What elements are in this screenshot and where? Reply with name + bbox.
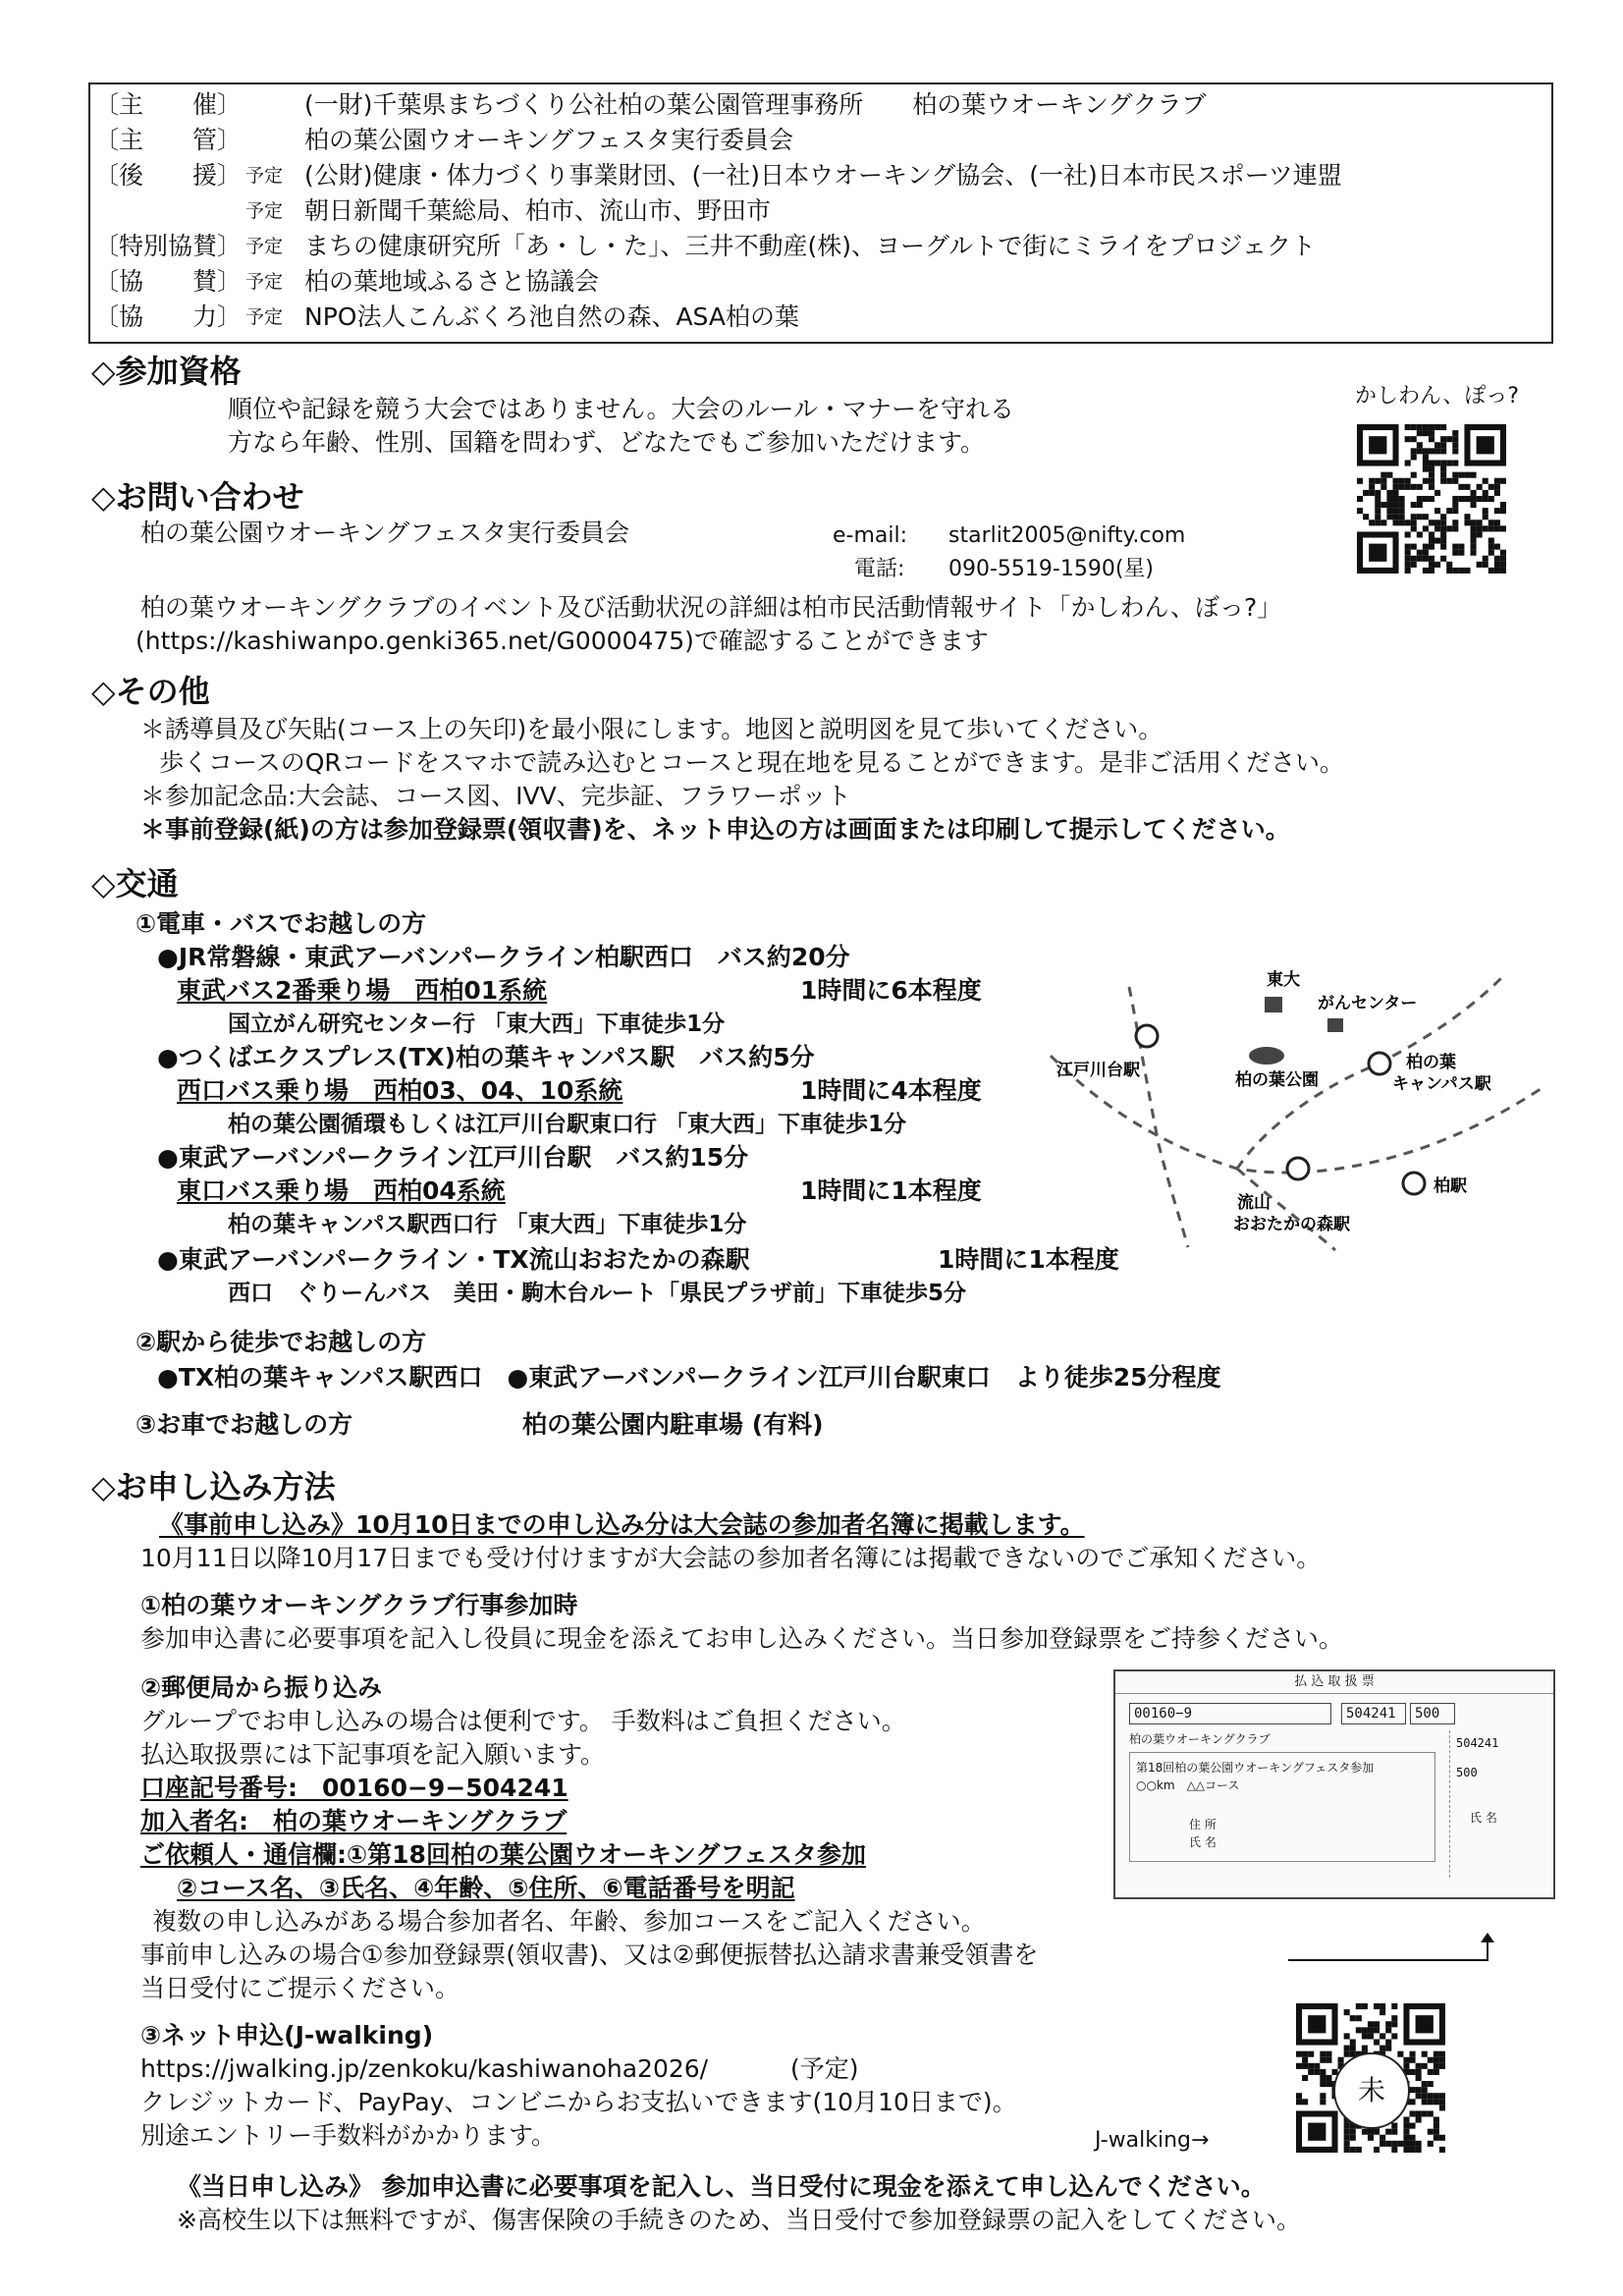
remarks-line2: ②コース名、③氏名、④年齢、⑤住所、⑥電話番号を明記 bbox=[177, 1874, 795, 1902]
slip-pointer-arrow bbox=[1286, 1931, 1502, 1970]
route2-line: ●つくばエクスプレス(TX)柏の葉キャンパス駅 バス約5分 bbox=[157, 1043, 815, 1071]
route1-frequency: 1時間に6本程度 bbox=[800, 976, 982, 1005]
contact-heading: ◇お問い合わせ bbox=[91, 478, 304, 516]
park-icon bbox=[1249, 1047, 1284, 1065]
jwalking-url[interactable]: https://jwalking.jp/zenkoku/kashiwanoha2026/ bbox=[140, 2054, 709, 2083]
sponsor-text: (一財)千葉県まちづくり公社柏の葉公園管理事務所 柏の葉ウオーキングクラブ bbox=[304, 90, 1207, 119]
sponsor-role: 〔主 催〕 bbox=[94, 90, 243, 119]
transport-heading: ◇交通 bbox=[91, 865, 179, 902]
eligibility-line2: 方なら年齢、性別、国籍を問わず、どなたでもご参加いただけます。 bbox=[228, 428, 986, 457]
apply-method2-title: ②郵便局から振り込み bbox=[140, 1673, 383, 1702]
apply-method2-g: 複数の申し込みがある場合参加者名、年齢、参加コースをご記入ください。 bbox=[152, 1907, 986, 1936]
sponsor-role: 〔特別協賛〕 bbox=[94, 232, 243, 260]
edogawadai-station-icon bbox=[1136, 1025, 1158, 1047]
sponsor-row bbox=[90, 302, 1551, 332]
slip-stub-amount: 500 bbox=[1456, 1766, 1478, 1779]
map-campus-1: 柏の葉 bbox=[1406, 1053, 1456, 1072]
map-nagareyama-1: 流山 bbox=[1237, 1193, 1271, 1213]
route4-frequency: 1時間に1本程度 bbox=[938, 1245, 1119, 1274]
car-parking: 柏の葉公園内駐車場 (有料) bbox=[522, 1410, 824, 1439]
route2-frequency: 1時間に4本程度 bbox=[800, 1076, 982, 1105]
sameday-line1: 《当日申し込み》 参加申込書に必要事項を記入し、当日受付に現金を添えて申し込んでください。 bbox=[177, 2172, 1266, 2201]
map-kashiwa: 柏駅 bbox=[1434, 1176, 1467, 1196]
apply-method2-a: グループでお申し込みの場合は便利です。 手数料はご負担ください。 bbox=[140, 1707, 906, 1735]
sponsor-note: 予定 bbox=[245, 271, 284, 293]
payment-slip-image bbox=[1113, 1669, 1555, 1899]
account-number: 口座記号番号: 00160−9−504241 bbox=[140, 1774, 568, 1802]
access-map bbox=[1041, 957, 1551, 1252]
email-label: e-mail: bbox=[833, 523, 908, 548]
sponsor-text: (公財)健康・体力づくり事業財団、(一社)日本ウオーキング協会、(一社)日本市民スポーツ連盟 bbox=[304, 161, 1342, 190]
sponsor-note: 予定 bbox=[245, 165, 284, 187]
slip-remarks-line1: 第18回柏の葉公園ウオーキングフェスタ参加 bbox=[1136, 1761, 1375, 1775]
contact-phone: 090-5519-1590(星) bbox=[948, 557, 1155, 581]
walk-routes: ●TX柏の葉キャンパス駅西口 ●東武アーバンパークライン江戸川台駅東口 より徒歩25分程度 bbox=[157, 1363, 1221, 1392]
sponsor-text: NPO法人こんぶくろ池自然の森、ASA柏の葉 bbox=[304, 302, 799, 331]
apply-pre: 《事前申し込み》10月10日までの申し込み分は大会誌の参加者名簿に掲載します。 bbox=[159, 1510, 1085, 1539]
kashiwa-station-icon bbox=[1403, 1173, 1425, 1194]
contact-org: 柏の葉公園ウオーキングフェスタ実行委員会 bbox=[140, 519, 630, 547]
map-todai: 東大 bbox=[1267, 970, 1300, 990]
nagareyama-station-icon bbox=[1287, 1158, 1309, 1179]
sponsor-role: 〔後 援〕 bbox=[94, 161, 243, 190]
jwalking-planned: (予定) bbox=[790, 2054, 859, 2083]
phone-label: 電話: bbox=[854, 557, 905, 581]
sponsor-note: 予定 bbox=[245, 200, 284, 222]
apply-method2-i: 当日受付にご提示ください。 bbox=[140, 1974, 460, 2002]
apply-late: 10月11日以降10月17日までも受け付けますが大会誌の参加者名簿には掲載できないのでご承知ください。 bbox=[140, 1544, 1322, 1572]
sponsor-note: 予定 bbox=[245, 236, 284, 257]
jwalking-label: J-walking→ bbox=[1095, 2128, 1210, 2153]
other-heading: ◇その他 bbox=[91, 673, 210, 710]
route1-stop: 国立がん研究センター行 「東大西」下車徒歩1分 bbox=[228, 1011, 726, 1037]
sponsor-text: 柏の葉地域ふるさと協議会 bbox=[304, 267, 600, 296]
sponsor-text: 柏の葉公園ウオーキングフェスタ実行委員会 bbox=[304, 126, 794, 154]
sponsor-box bbox=[88, 82, 1553, 344]
slip-stub-account: 504241 bbox=[1456, 1736, 1499, 1750]
qr-caption: かしわん、ぽっ? bbox=[1355, 384, 1519, 409]
sponsor-text: 朝日新聞千葉総局、柏市、流山市、野田市 bbox=[304, 196, 772, 225]
route3-line: ●東武アーバンパークライン江戸川台駅 バス約15分 bbox=[157, 1143, 749, 1172]
sponsor-role: 〔協 力〕 bbox=[94, 302, 243, 331]
route3-frequency: 1時間に1本程度 bbox=[800, 1176, 982, 1205]
route1-line: ●JR常磐線・東武アーバンパークライン柏駅西口 バス約20分 bbox=[157, 943, 850, 971]
sponsor-row bbox=[90, 126, 1551, 155]
sponsor-row bbox=[90, 196, 1551, 226]
remarks-line1: ご依頼人・通信欄:①第18回柏の葉公園ウオーキングフェスタ参加 bbox=[140, 1840, 866, 1869]
apply-method3-a: クレジットカード、PayPay、コンビニからお支払いできます(10月10日まで)。 bbox=[140, 2088, 1017, 2116]
map-edogawadai: 江戸川台駅 bbox=[1056, 1061, 1140, 1080]
map-nagareyama-2: おおたかの森駅 bbox=[1233, 1215, 1350, 1234]
eligibility-line1: 順位や記録を競う大会ではありません。大会のルール・マナーを守れる bbox=[228, 395, 1015, 423]
slip-payee: 柏の葉ウオーキングクラブ bbox=[1129, 1732, 1271, 1746]
slip-remarks-box bbox=[1129, 1752, 1435, 1862]
contact-info-line1: 柏の葉ウオーキングクラブのイベント及び活動状況の詳細は柏市民活動情報サイト「かしわん、ぼっ?」 bbox=[140, 593, 1282, 622]
other-line4: ＊事前登録(紙)の方は参加登録票(領収書)を、ネット申込の方は画面または印刷して提示してください。 bbox=[140, 815, 1290, 844]
map-cancer-center: がんセンター bbox=[1318, 994, 1418, 1013]
sponsor-role: 〔主 管〕 bbox=[94, 126, 243, 154]
contact-email[interactable]: starlit2005@nifty.com bbox=[948, 523, 1186, 548]
apply-method2-b: 払込取扱票には下記事項を記入願います。 bbox=[140, 1740, 606, 1769]
apply-method3-b: 別途エントリー手数料がかかります。 bbox=[140, 2121, 557, 2150]
kashiwanpo-qr-code[interactable] bbox=[1353, 424, 1510, 574]
todai-building-icon bbox=[1265, 997, 1282, 1012]
account-holder: 加入者名: 柏の葉ウオーキングクラブ bbox=[140, 1807, 568, 1835]
slip-account-2: 504241 bbox=[1341, 1703, 1406, 1724]
route4-line: ●東武アーバンパークライン・TX流山おおたかの森駅 bbox=[157, 1245, 750, 1274]
slip-stub-name: 氏 名 bbox=[1470, 1811, 1497, 1825]
route2-stop: 柏の葉公園循環もしくは江戸川台駅東口行 「東大西」下車徒歩1分 bbox=[228, 1112, 907, 1137]
map-park: 柏の葉公園 bbox=[1235, 1070, 1319, 1090]
slip-receipt-stub bbox=[1449, 1730, 1544, 1878]
route3-stop: 柏の葉キャンパス駅西口行 「東大西」下車徒歩1分 bbox=[228, 1212, 747, 1237]
slip-title: 払 込 取 扱 票 bbox=[1115, 1671, 1553, 1694]
eligibility-heading: ◇参加資格 bbox=[91, 353, 242, 390]
sponsor-row bbox=[90, 232, 1551, 261]
slip-addr-label: 住 所 bbox=[1189, 1818, 1217, 1831]
sponsor-row bbox=[90, 161, 1551, 191]
slip-amount: 500 bbox=[1410, 1703, 1455, 1724]
slip-account-1: 00160−9 bbox=[1129, 1703, 1331, 1724]
sponsor-row bbox=[90, 267, 1551, 297]
jwalking-badge: 未 bbox=[1333, 2052, 1410, 2129]
other-line2: 歩くコースのQRコードをスマホで読み込むとコースと現在地を見ることができます。是非ご活用ください。 bbox=[159, 748, 1345, 777]
apply-method1-text: 参加申込書に必要事項を記入し役員に現金を添えてお申し込みください。当日参加登録票をご持参ください。 bbox=[140, 1624, 1344, 1653]
sameday-line2: ※高校生以下は無料ですが、傷害保険の手続きのため、当日受付で参加登録票の記入をしてください。 bbox=[177, 2206, 1301, 2234]
apply-method2-h: 事前申し込みの場合①参加登録票(領収書)、又は②郵便振替払込請求書兼受領書を bbox=[140, 1941, 1039, 1969]
slip-name-label: 氏 名 bbox=[1189, 1835, 1217, 1849]
apply-heading: ◇お申し込み方法 bbox=[91, 1468, 336, 1505]
sponsor-role: 〔協 賛〕 bbox=[94, 267, 243, 296]
map-campus-2: キャンパス駅 bbox=[1392, 1074, 1491, 1094]
other-line3: ＊参加記念品:大会誌、コース図、IVV、完歩証、フラワーポット bbox=[140, 782, 851, 810]
apply-method3-title: ③ネット申込(J-walking) bbox=[140, 2021, 434, 2050]
transport-train-bus-title: ①電車・バスでお越しの方 bbox=[135, 909, 427, 938]
contact-info-line2: (https://kashiwanpo.genki365.net/G0000475)で確認することができます bbox=[135, 627, 989, 655]
urban-park-line-north bbox=[1129, 987, 1188, 1247]
slip-remarks-line2: ○○km △△コース bbox=[1136, 1778, 1240, 1792]
apply-method1-title: ①柏の葉ウオーキングクラブ行事参加時 bbox=[140, 1591, 578, 1619]
route4-stop: 西口 ぐりーんバス 美田・駒木台ルート「県民プラザ前」下車徒歩5分 bbox=[228, 1281, 967, 1306]
sponsor-note: 予定 bbox=[245, 306, 284, 328]
route3-bus: 東口バス乗り場 西柏04系統 bbox=[177, 1176, 506, 1205]
sponsor-row bbox=[90, 90, 1551, 120]
transport-car-title: ③お車でお越しの方 bbox=[135, 1410, 353, 1439]
campus-station-icon bbox=[1369, 1053, 1390, 1074]
route1-bus: 東武バス2番乗り場 西柏01系統 bbox=[177, 976, 548, 1005]
route2-bus: 西口バス乗り場 西柏03、04、10系統 bbox=[177, 1076, 623, 1105]
transport-walk-title: ②駅から徒歩でお越しの方 bbox=[135, 1328, 427, 1356]
cancer-center-building-icon bbox=[1327, 1018, 1343, 1032]
other-line1: ＊誘導員及び矢貼(コース上の矢印)を最小限にします。地図と説明図を見て歩いてください。 bbox=[140, 715, 1163, 743]
sponsor-text: まちの健康研究所「あ・し・た」、三井不動産(株)、ヨーグルトで街にミライをプロジェクト bbox=[304, 232, 1317, 260]
